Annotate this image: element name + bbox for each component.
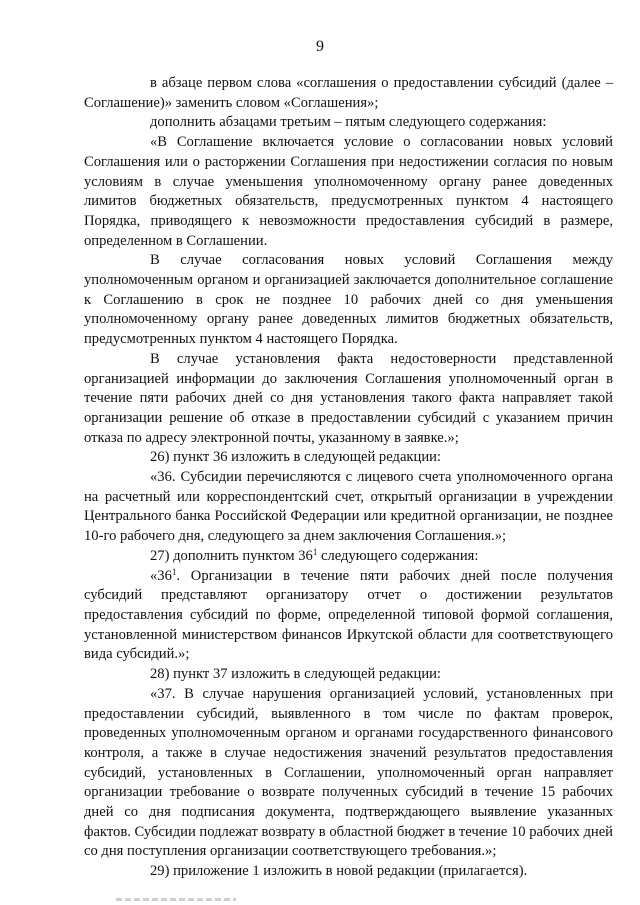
document-body <box>84 74 613 882</box>
paragraph: «36. Субсидии перечисляются с лицевого счета уполномоченного органа на расчетный или корреспондентский счет, открытый организации в учреждении Центрального банка Российской Федерации или кредитной организации, не позднее 10-го рабочего дня, следующего за днем заключения Соглашения.»; <box>84 469 613 545</box>
paragraph: 26) пункт 36 изложить в следующей редакции: <box>150 449 441 466</box>
paragraph-text: следующего содержания: <box>317 547 479 564</box>
superscript: 1 <box>171 566 177 577</box>
paragraph: «37. В случае нарушения организацией условий, установленных при предоставлении субсидий, выявленного в том числе по фактам проверок, проведенных уполномоченным органом и органами государственного финансового контроля, а также в случае недостижения значений результатов предоставления субсидий, установленных в Соглашении, уполномоченный орган направляет организации требование о возврате полученных субсидий в течение 15 рабочих дней со дня подписания документа, подтверждающего выявление указанных фактов. Субсидии подлежат возврату в областной бюджет в течение 10 рабочих дней со дня поступления организации соответствующего требования.»; <box>84 685 613 860</box>
paragraph-text: 27) дополнить пунктом 36 <box>150 547 313 564</box>
paragraph <box>84 567 613 666</box>
paragraph: 28) пункт 37 изложить в следующей редакции: <box>150 666 441 683</box>
page-number: 9 <box>316 38 324 55</box>
paragraph <box>84 547 613 567</box>
scan-artifact <box>116 898 236 901</box>
paragraph-text: «36 <box>150 567 172 584</box>
paragraph: В случае согласования новых условий Соглашения между уполномоченным органом и организацией заключается дополнительное соглашение к Соглашению в срок не позднее 10 рабочих дней со дня уменьшения уполномоченному органу ранее доведенных лимитов бюджетных обязательств, предусмотренных пунктом 4 настоящего Порядка. <box>84 252 613 348</box>
paragraph-text: . Организации в течение пяти рабочих дней после получения субсидий представляют организатору отчет о достижении результатов предоставления субсидий по форме, определенной типовой формой соглашения, установленной министерством финансов Иркутской области для соответствующего вида субсидий.»; <box>84 567 613 663</box>
paragraph: 29) приложение 1 изложить в новой редакции (прилагается). <box>150 863 528 880</box>
paragraph: «В Соглашение включается условие о согласовании новых условий Соглашения или о расторжении Соглашения при недостижении согласия по новым условиям в случае уменьшения уполномоченному органу ранее доведенных лимитов бюджетных обязательств, предусмотренных пунктом 4 настоящего Порядка, приводящего к невозможности предоставления субсидий в размере, определенном в Соглашении. <box>84 134 613 249</box>
paragraph: дополнить абзацами третьим – пятым следующего содержания: <box>150 114 547 131</box>
superscript: 1 <box>312 546 318 557</box>
paragraph: В случае установления факта недостоверности представленной организацией информации до заключения Соглашения уполномоченный орган в течение пяти рабочих дней со дня установления такого факта направляет такой организации решение об отказе в предоставлении субсидий с указанием причин отказа по адресу электронной почты, указанному в заявке.»; <box>84 350 613 446</box>
paragraph: в абзаце первом слова «соглашения о предоставлении субсидий (далее – Соглашение)» заменить словом «Соглашения»; <box>84 75 613 111</box>
